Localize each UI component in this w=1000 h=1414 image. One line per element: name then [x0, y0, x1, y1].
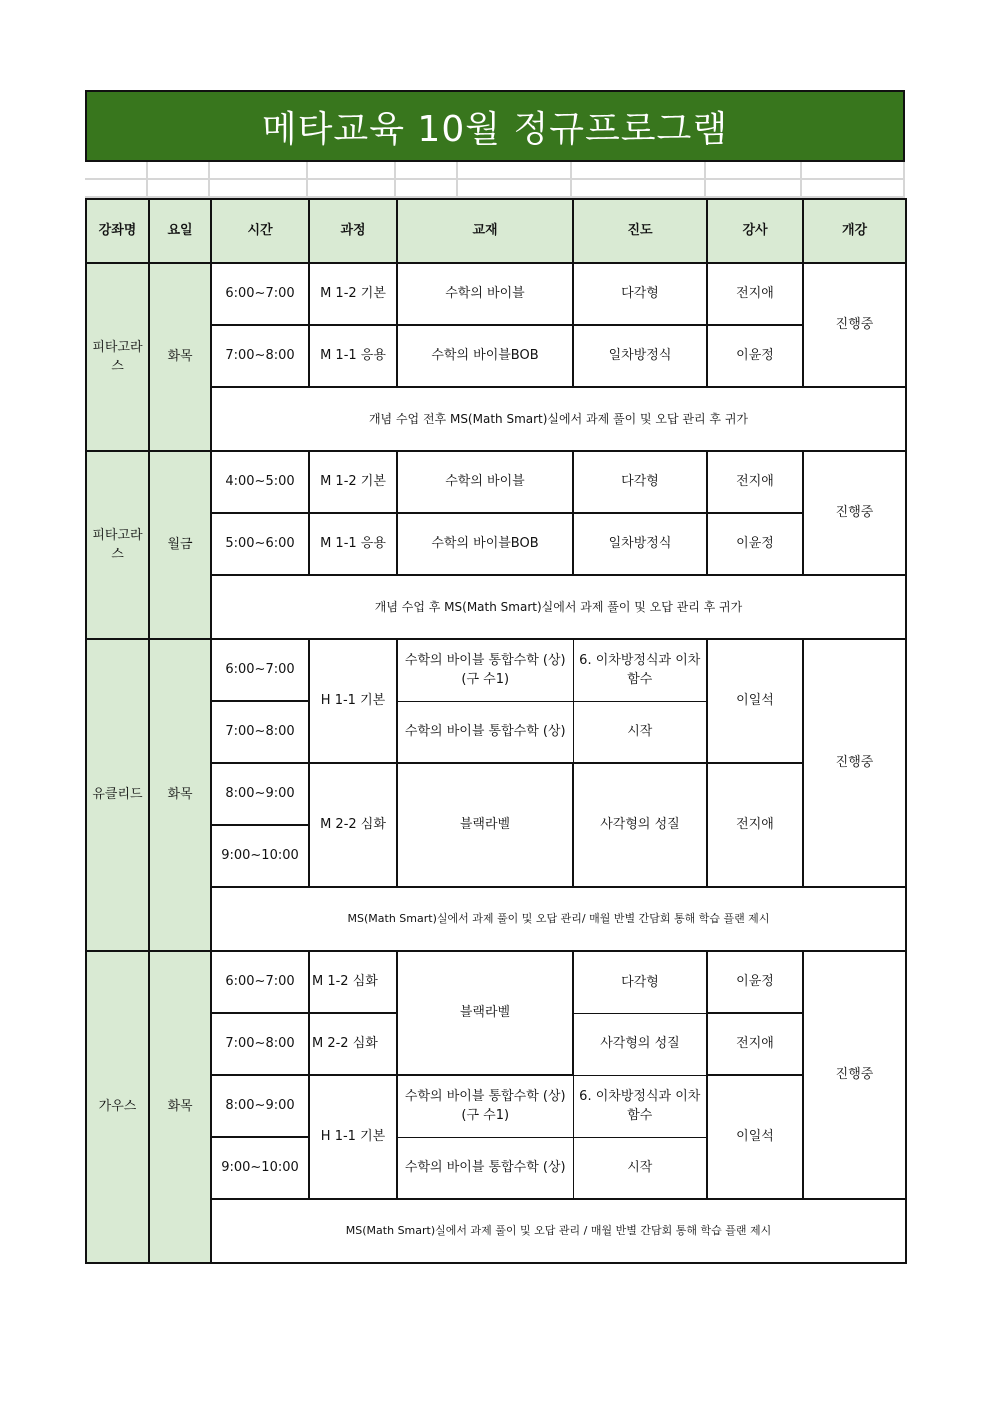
spacer-grid: [85, 162, 905, 198]
book-cell: 수학의 바이블 통합수학 (상): [397, 701, 573, 763]
course-cell: M 1-2 심화: [309, 951, 397, 1013]
book-cell: 블랙라벨: [397, 951, 573, 1075]
class-days: 화목: [149, 639, 211, 951]
teacher-cell: 이윤정: [707, 951, 803, 1013]
status-cell: 진행중: [803, 263, 906, 387]
header-book: 교재: [397, 199, 573, 263]
table-row: [86, 451, 906, 513]
header-row: [86, 199, 906, 263]
class-days: 화목: [149, 951, 211, 1263]
course-cell: H 1-1 기본: [309, 1075, 397, 1199]
schedule-page: [85, 90, 905, 1264]
course-cell: M 1-1 응용: [309, 325, 397, 387]
course-cell: M 1-2 기본: [309, 451, 397, 513]
progress-cell: 다각형: [573, 451, 707, 513]
progress-cell: 다각형: [573, 951, 707, 1013]
progress-cell: 6. 이차방정식과 이차함수: [573, 639, 707, 701]
header-class: 강좌명: [86, 199, 149, 263]
class-name: 피타고라스: [86, 263, 149, 451]
course-cell: M 1-1 응용: [309, 513, 397, 575]
progress-cell: 다각형: [573, 263, 707, 325]
progress-cell: 일차방정식: [573, 325, 707, 387]
book-cell: 블랙라벨: [397, 763, 573, 887]
book-cell: 수학의 바이블: [397, 451, 573, 513]
progress-cell: 일차방정식: [573, 513, 707, 575]
status-cell: 진행중: [803, 451, 906, 575]
teacher-cell: 이일석: [707, 1075, 803, 1199]
header-time: 시간: [211, 199, 309, 263]
note-cell: 개념 수업 전후 MS(Math Smart)실에서 과제 풀이 및 오답 관리 후 귀가: [211, 387, 906, 451]
progress-cell: 시작: [573, 701, 707, 763]
course-cell: H 1-1 기본: [309, 639, 397, 763]
book-cell: 수학의 바이블: [397, 263, 573, 325]
header-course: 과정: [309, 199, 397, 263]
book-cell: 수학의 바이블BOB: [397, 513, 573, 575]
note-cell: MS(Math Smart)실에서 과제 풀이 및 오답 관리 / 매월 반별 간담회 통해 학습 플랜 제시: [211, 1199, 906, 1263]
page-title: 메타교육 10월 정규프로그램: [85, 90, 905, 162]
time-cell: 7:00~8:00: [211, 325, 309, 387]
time-cell: 9:00~10:00: [211, 1137, 309, 1199]
course-cell: M 2-2 심화: [309, 1013, 397, 1075]
time-cell: 6:00~7:00: [211, 639, 309, 701]
book-cell: 수학의 바이블 통합수학 (상): [397, 1137, 573, 1199]
time-cell: 7:00~8:00: [211, 1013, 309, 1075]
header-status: 개강: [803, 199, 906, 263]
progress-cell: 사각형의 성질: [573, 1013, 707, 1075]
time-cell: 9:00~10:00: [211, 825, 309, 887]
time-cell: 8:00~9:00: [211, 1075, 309, 1137]
book-cell: 수학의 바이블BOB: [397, 325, 573, 387]
note-cell: 개념 수업 후 MS(Math Smart)실에서 과제 풀이 및 오답 관리 후 귀가: [211, 575, 906, 639]
header-progress: 진도: [573, 199, 707, 263]
course-cell: M 1-2 기본: [309, 263, 397, 325]
time-cell: 8:00~9:00: [211, 763, 309, 825]
table-row: [86, 639, 906, 701]
progress-cell: 사각형의 성질: [573, 763, 707, 887]
time-cell: 7:00~8:00: [211, 701, 309, 763]
teacher-cell: 전지애: [707, 1013, 803, 1075]
teacher-cell: 이윤정: [707, 325, 803, 387]
progress-cell: 6. 이차방정식과 이차함수: [573, 1075, 707, 1137]
teacher-cell: 전지애: [707, 263, 803, 325]
time-cell: 5:00~6:00: [211, 513, 309, 575]
class-name: 가우스: [86, 951, 149, 1263]
time-cell: 4:00~5:00: [211, 451, 309, 513]
course-cell: M 2-2 심화: [309, 763, 397, 887]
class-days: 화목: [149, 263, 211, 451]
teacher-cell: 전지애: [707, 763, 803, 887]
class-days: 월금: [149, 451, 211, 639]
schedule-table: [85, 198, 907, 1264]
teacher-cell: 이일석: [707, 639, 803, 763]
header-day: 요일: [149, 199, 211, 263]
progress-cell: 시작: [573, 1137, 707, 1199]
note-cell: MS(Math Smart)실에서 과제 풀이 및 오답 관리/ 매월 반별 간담회 통해 학습 플랜 제시: [211, 887, 906, 951]
book-cell: 수학의 바이블 통합수학 (상)(구 수1): [397, 1075, 573, 1137]
status-cell: 진행중: [803, 639, 906, 887]
time-cell: 6:00~7:00: [211, 263, 309, 325]
class-name: 피타고라스: [86, 451, 149, 639]
book-cell: 수학의 바이블 통합수학 (상)(구 수1): [397, 639, 573, 701]
status-cell: 진행중: [803, 951, 906, 1199]
teacher-cell: 전지애: [707, 451, 803, 513]
table-row: [86, 263, 906, 325]
class-name: 유클리드: [86, 639, 149, 951]
time-cell: 6:00~7:00: [211, 951, 309, 1013]
table-row: [86, 951, 906, 1013]
header-teacher: 강사: [707, 199, 803, 263]
teacher-cell: 이윤정: [707, 513, 803, 575]
